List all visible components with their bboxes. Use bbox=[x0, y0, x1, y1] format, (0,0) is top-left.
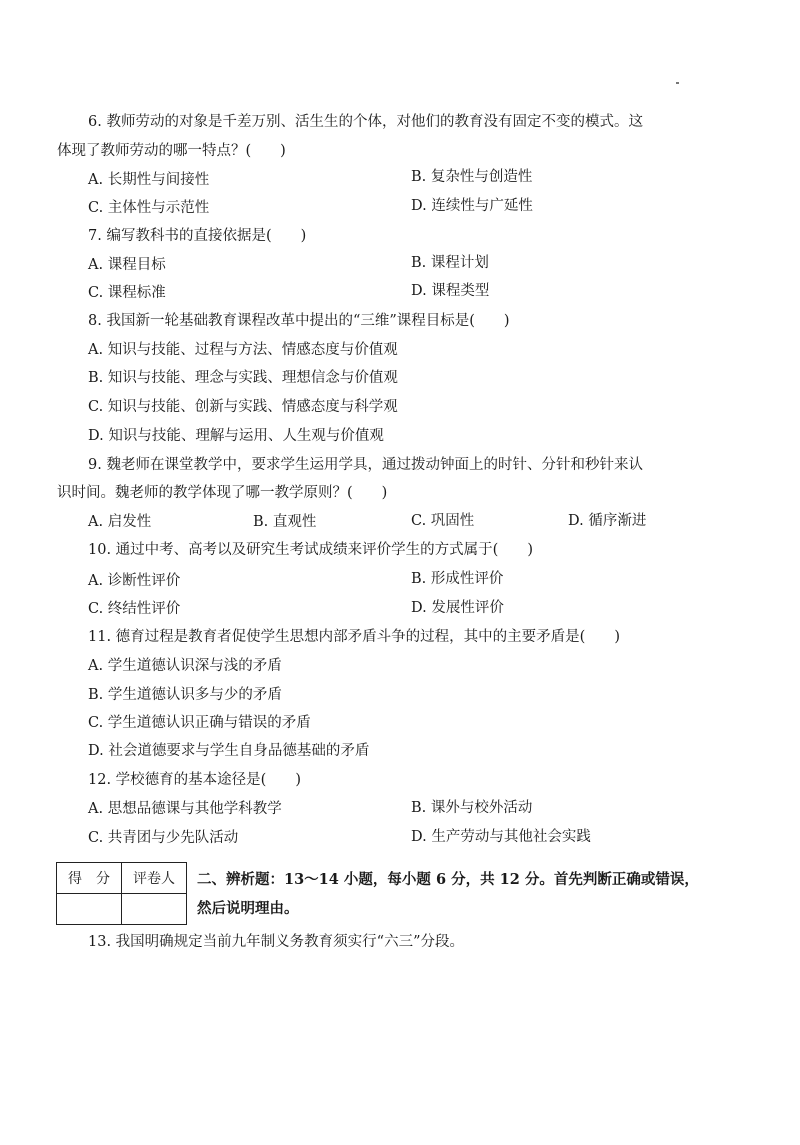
q11-option-a: A. 学生道德认识深与浅的矛盾 bbox=[88, 658, 282, 674]
q12-option-c: C. 共青团与少先队活动 bbox=[88, 830, 239, 846]
section2-title-line2: 然后说明理由。 bbox=[197, 900, 299, 917]
q12-option-b: B. 课外与校外活动 bbox=[411, 800, 533, 816]
q8-option-a: A. 知识与技能、过程与方法、情感态度与价值观 bbox=[88, 342, 398, 358]
q8-stem: 8. 我国新一轮基础教育课程改革中提出的“三维”课程目标是( ) bbox=[88, 313, 510, 329]
q7-option-c: C. 课程标准 bbox=[88, 285, 166, 301]
q6-stem-line2: 体现了教师劳动的哪一特点？( ) bbox=[57, 143, 286, 159]
q10-option-b: B. 形成性评价 bbox=[411, 571, 504, 587]
q9-option-a: A. 启发性 bbox=[88, 514, 152, 530]
q7-option-d: D. 课程类型 bbox=[411, 283, 490, 299]
q11-stem: 11. 德育过程是教育者促使学生思想内部矛盾斗争的过程，其中的主要矛盾是( ) bbox=[88, 629, 620, 645]
q6-option-a: A. 长期性与间接性 bbox=[88, 172, 210, 188]
q6-option-c: C. 主体性与示范性 bbox=[88, 200, 210, 216]
q9-option-b: B. 直观性 bbox=[253, 514, 317, 530]
q6-stem-line1: 6. 教师劳动的对象是千差万别、活生生的个体，对他们的教育没有固定不变的模式。这 bbox=[88, 114, 643, 130]
q8-option-b: B. 知识与技能、理念与实践、理想信念与价值观 bbox=[88, 370, 398, 386]
q6-option-b: B. 复杂性与创造性 bbox=[411, 169, 533, 185]
q10-option-c: C. 终结性评价 bbox=[88, 601, 181, 617]
q6-option-d: D. 连续性与广延性 bbox=[411, 198, 533, 214]
section2-title-line1: 二、辨析题：13～14 小题，每小题 6 分，共 12 分。首先判断正确或错误， bbox=[197, 871, 699, 888]
q12-option-a: A. 思想品德课与其他学科教学 bbox=[88, 801, 282, 817]
scan-speck bbox=[676, 82, 679, 84]
q7-option-b: B. 课程计划 bbox=[411, 255, 489, 271]
score-box bbox=[56, 862, 187, 925]
q10-stem: 10. 通过中考、高考以及研究生考试成绩来评价学生的方式属于( ) bbox=[88, 542, 533, 558]
score-label: 得 分 bbox=[57, 863, 122, 894]
q8-option-d: D. 知识与技能、理解与运用、人生观与价值观 bbox=[88, 428, 384, 444]
q9-option-d: D. 循序渐进 bbox=[568, 513, 647, 529]
q12-stem: 12. 学校德育的基本途径是( ) bbox=[88, 772, 301, 788]
q9-stem-line2: 识时间。魏老师的教学体现了哪一教学原则？( ) bbox=[57, 485, 388, 501]
q12-option-d: D. 生产劳动与其他社会实践 bbox=[411, 829, 591, 845]
q13-stem: 13. 我国明确规定当前九年制义务教育须实行“六三”分段。 bbox=[88, 934, 464, 950]
q11-option-d: D. 社会道德要求与学生自身品德基础的矛盾 bbox=[88, 743, 370, 759]
q9-option-c: C. 巩固性 bbox=[411, 513, 475, 529]
q11-option-c: C. 学生道德认识正确与错误的矛盾 bbox=[88, 715, 311, 731]
q8-option-c: C. 知识与技能、创新与实践、情感态度与科学观 bbox=[88, 399, 398, 415]
grader-label: 评卷人 bbox=[122, 863, 187, 894]
grader-cell[interactable] bbox=[122, 894, 187, 925]
q10-option-a: A. 诊断性评价 bbox=[88, 573, 181, 589]
score-cell[interactable] bbox=[57, 894, 122, 925]
q7-option-a: A. 课程目标 bbox=[88, 257, 166, 273]
q7-stem: 7. 编写教科书的直接依据是( ) bbox=[88, 228, 307, 244]
q11-option-b: B. 学生道德认识多与少的矛盾 bbox=[88, 687, 282, 703]
q9-stem-line1: 9. 魏老师在课堂教学中，要求学生运用学具，通过拨动钟面上的时针、分针和秒针来认 bbox=[88, 457, 643, 473]
q10-option-d: D. 发展性评价 bbox=[411, 600, 504, 616]
